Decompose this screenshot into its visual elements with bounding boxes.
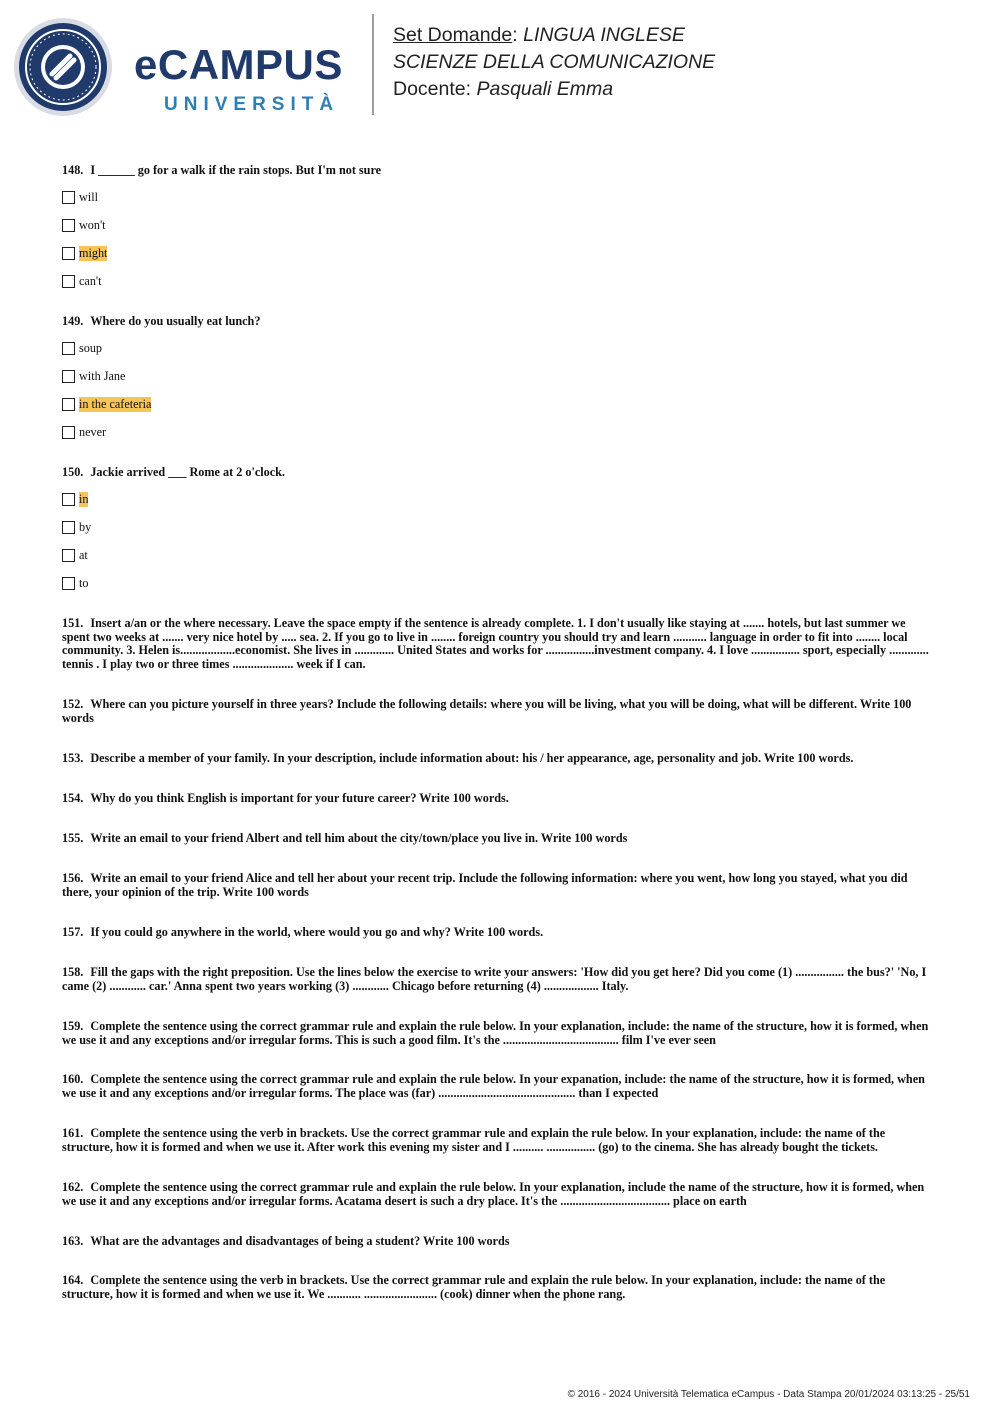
logo-subtitle: UNIVERSITÀ [164, 94, 340, 115]
question [62, 832, 932, 846]
question-text: Where can you picture yourself in three years? Include the following details: where you will be living, what you will be doing, what will be different. Write 100 words [62, 697, 912, 725]
teacher-name: Pasquali Emma [476, 78, 614, 100]
question-number: 160. [62, 1072, 84, 1086]
question-number: 156. [62, 871, 84, 885]
checkbox[interactable] [62, 342, 75, 355]
question [62, 752, 932, 766]
teacher-label: Docente: [393, 78, 472, 100]
subject: LINGUA INGLESE [523, 24, 685, 46]
question [62, 872, 932, 899]
question [62, 1274, 932, 1301]
question-number: 149. [62, 314, 84, 328]
checkbox[interactable] [62, 191, 75, 204]
question-text: Why do you think English is important for your future career? Write 100 words. [90, 791, 509, 805]
checkbox[interactable] [62, 521, 75, 534]
question-number: 151. [62, 616, 84, 630]
answer-option[interactable] [62, 189, 98, 205]
checkbox[interactable] [62, 370, 75, 383]
header-divider [372, 14, 374, 115]
question [62, 792, 932, 806]
question-text: Complete the sentence using the correct grammar rule and explain the rule below. In your expanation, include: the name of the structure, how it is formed, when we use it and any exceptions and/or irregular forms. The place was (far) ............................................. than I expected [62, 1072, 925, 1100]
answer-option[interactable] [62, 519, 91, 535]
answer-label: at [79, 547, 88, 562]
checkbox[interactable] [62, 426, 75, 439]
answer-label: to [79, 575, 89, 590]
question-number: 150. [62, 465, 84, 479]
question-text: If you could go anywhere in the world, where would you go and why? Write 100 words. [90, 925, 544, 939]
answer-option[interactable] [62, 491, 88, 507]
question-text: Insert a/an or the where necessary. Leave the space empty if the sentence is already complete. 1. I don't usually like staying at ....... hotels, but last summer we spent two weeks at ....... very nice hotel by ..... sea. 2. If you go to live in ........ foreign country you should try and learn ........... language in order to fit into ........ local community. 3. Helen is..................economist. She lives in ............. United States and works for ................investment company. 4. I love ................ sport, especially ............. tennis . I play two or three times .................... week if I can. [62, 616, 929, 671]
answer-label: can't [79, 273, 102, 288]
question [62, 1073, 932, 1100]
answer-option[interactable] [62, 217, 106, 233]
question [62, 315, 932, 329]
question [62, 466, 932, 480]
answer-option[interactable] [62, 424, 106, 440]
checkbox[interactable] [62, 219, 75, 232]
question-text: Complete the sentence using the correct grammar rule and explain the rule below. In your explanation, include: the name of the structure, how it is formed, when we use it and any exceptions and/or irregular forms. This is such a good film. It's the ...................................... film I've ever seen [62, 1019, 929, 1047]
question [62, 164, 932, 178]
checkbox[interactable] [62, 493, 75, 506]
answer-label: won't [79, 217, 106, 232]
question-text: Complete the sentence using the verb in brackets. Use the correct grammar rule and explain the rule below. In your explanation, include: the name of the structure, how it is formed and when we use it. After work this evening my sister and I .......... ................ (go) to the cinema. She has already bought the tickets. [62, 1126, 886, 1154]
checkbox[interactable] [62, 398, 75, 411]
question-number: 148. [62, 163, 84, 177]
question-text: Write an email to your friend Albert and tell him about the city/town/place you live in. Write 100 words [90, 831, 628, 845]
answer-option[interactable] [62, 575, 88, 591]
university-seal-icon [12, 16, 114, 118]
question-text: Complete the sentence using the correct grammar rule and explain the rule below. In your explanation, include the name of the structure, how it is formed, when we use it and any exceptions and/or irregular forms. Acatama desert is such a dry place. It's the .................................... place on earth [62, 1180, 925, 1208]
question [62, 1235, 932, 1249]
answer-label: with Jane [79, 368, 126, 383]
question-text: Fill the gaps with the right preposition. Use the lines below the exercise to write your answers: 'How did you get here? Did you come (1) ................ the bus?' 'No, I came (2) ............ car.' Anna spent two years working (3) ............ Chicago before returning (4) .................. Italy. [62, 965, 927, 993]
question [62, 698, 932, 725]
question-number: 152. [62, 697, 84, 711]
question-number: 158. [62, 965, 84, 979]
question [62, 617, 932, 671]
answer-label: soup [79, 340, 103, 355]
question-number: 161. [62, 1126, 84, 1140]
question [62, 966, 932, 993]
question-text: I ______ go for a walk if the rain stops. But I'm not sure [90, 163, 382, 177]
answer-label-highlighted: might [79, 245, 108, 260]
checkbox[interactable] [62, 549, 75, 562]
answer-option[interactable] [62, 368, 125, 384]
question-number: 155. [62, 831, 84, 845]
question-text: Complete the sentence using the verb in brackets. Use the correct grammar rule and explain the rule below. In your explanation, include: the name of the structure, how it is formed and when we use it. We ........... ........................ (cook) dinner when the phone rang. [62, 1273, 886, 1301]
question [62, 1020, 932, 1047]
question-number: 159. [62, 1019, 84, 1033]
question-number: 164. [62, 1273, 84, 1287]
question-number: 154. [62, 791, 84, 805]
answer-label-highlighted: in the cafeteria [79, 396, 152, 411]
answer-option[interactable] [62, 273, 102, 289]
question [62, 926, 932, 940]
logo-wordmark: eCAMPUS [134, 41, 343, 88]
answer-label: will [79, 189, 98, 204]
answer-label: by [79, 519, 92, 534]
checkbox[interactable] [62, 577, 75, 590]
course: SCIENZE DELLA COMUNICAZIONE [393, 51, 716, 73]
checkbox[interactable] [62, 247, 75, 260]
checkbox[interactable] [62, 275, 75, 288]
footer: © 2016 - 2024 Università Telematica eCampus - Data Stampa 20/01/2024 03:13:25 - 25/51 [567, 1389, 970, 1400]
ecampus-logo [12, 16, 362, 116]
answer-option[interactable] [62, 547, 88, 563]
question-number: 153. [62, 751, 84, 765]
question [62, 1127, 932, 1154]
question-text: Describe a member of your family. In your description, include information about: his / her appearance, age, personality and job. Write 100 words. [90, 751, 854, 765]
question-text: What are the advantages and disadvantages of being a student? Write 100 words [90, 1234, 510, 1248]
question-text: Jackie arrived ___ Rome at 2 o'clock. [90, 465, 285, 479]
question [62, 1181, 932, 1208]
answer-option[interactable] [62, 245, 107, 261]
question-number: 162. [62, 1180, 84, 1194]
question-text: Where do you usually eat lunch? [90, 314, 261, 328]
answer-label: never [79, 424, 107, 439]
header-info: Set Domande: LINGUA INGLESE SCIENZE DELLA COMUNICAZIONE Docente: Pasquali Emma [393, 24, 716, 100]
answer-option[interactable] [62, 340, 102, 356]
question-number: 163. [62, 1234, 84, 1248]
question-number: 157. [62, 925, 84, 939]
set-label: Set Domande [393, 24, 513, 46]
question-text: Write an email to your friend Alice and tell her about your recent trip. Include the following information: where you went, how long you stayed, what you did there, your opinion of the trip. Write 100 words [62, 871, 908, 899]
answer-option[interactable] [62, 396, 151, 412]
answer-label-highlighted: in [79, 491, 89, 506]
